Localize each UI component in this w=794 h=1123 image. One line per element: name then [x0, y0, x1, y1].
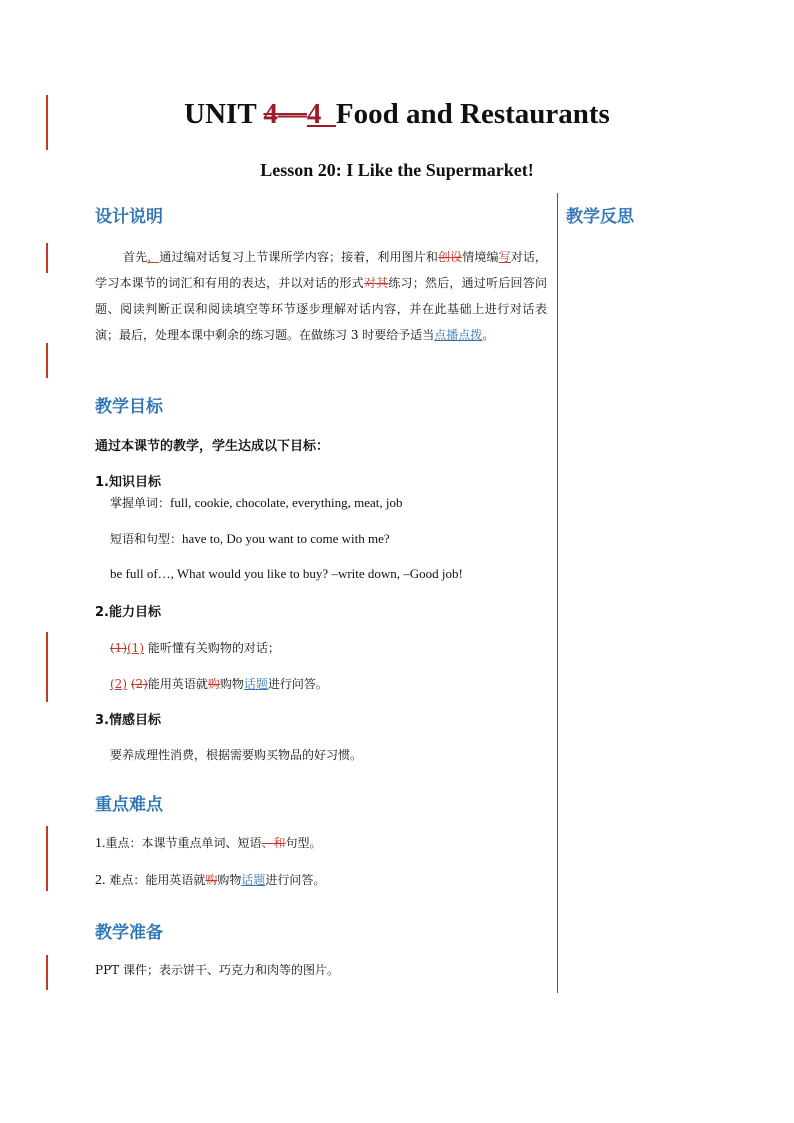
prep-heading: 教学准备	[95, 923, 163, 943]
ability-item-1: (1)(1) 能听懂有关购物的对话；	[110, 641, 280, 655]
emotion-goal-title: 3.情感目标	[95, 713, 161, 728]
goals-heading: 教学目标	[95, 397, 163, 417]
revision-bar	[46, 243, 48, 273]
revision-bar	[46, 955, 48, 990]
page-title: UNIT 4—4 Food and Restaurants	[184, 98, 610, 130]
key-item-1: 1.重点：本课节重点单词、短语、和句型。	[95, 836, 322, 851]
reflection-heading: 教学反思	[566, 207, 634, 227]
design-heading: 设计说明	[95, 207, 163, 227]
prep-text: PPT 课件；表示饼干、巧克力和肉等的图片。	[95, 963, 339, 977]
phrases-line-2: be full of…, What would you like to buy? –write down, –Good job!	[110, 566, 463, 581]
phrases-line: 短语和句型：have to, Do you want to come with me?	[110, 531, 390, 546]
ability-goal-title: 2.能力目标	[95, 605, 161, 620]
design-paragraph: 首先，通过编对话复习上节课所学内容；接着，利用图片和创设情境编写对话，学习本课节的词汇和有用的表达，并以对话的形式对其练习；然后，通过听后回答问题、阅读判断正误和阅读填空等环节逐步理解对话内容，并在此基础上进行对话表演；最后，处理本课中剩余的练习题。在做练习 3 时要给予适当点播点拨。	[95, 250, 547, 342]
column-divider	[557, 193, 558, 993]
key-heading: 重点难点	[95, 795, 163, 815]
ability-item-2: (2) (2)能用英语就购购物话题进行问答。	[110, 677, 328, 691]
emotion-text: 要养成理性消费，根据需要购买物品的好习惯。	[110, 748, 363, 762]
goals-intro: 通过本课节的教学，学生达成以下目标：	[95, 439, 330, 454]
key-item-2: 2. 难点：能用英语就购购物话题进行问答。	[95, 873, 326, 888]
revision-bar	[46, 826, 48, 891]
knowledge-goal-title: 1.知识目标	[95, 475, 161, 490]
revision-bar	[46, 343, 48, 378]
lesson-subtitle: Lesson 20: I Like the Supermarket!	[260, 160, 534, 180]
revision-bar	[46, 632, 48, 702]
words-line: 掌握单词：full, cookie, chocolate, everything, meat, job	[110, 495, 403, 510]
